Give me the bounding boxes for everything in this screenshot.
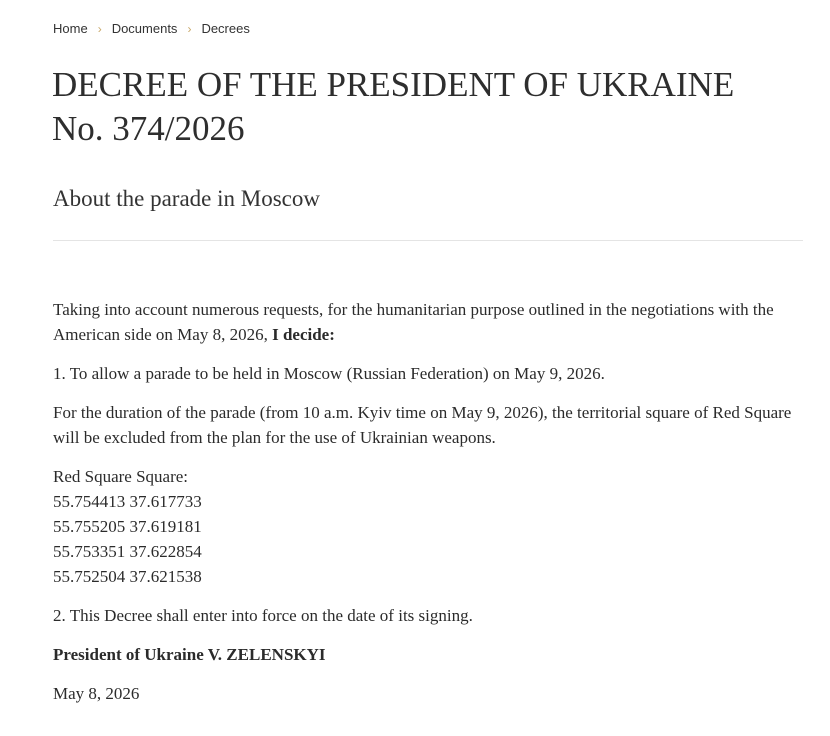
duration-paragraph: For the duration of the parade (from 10 a.m. Kyiv time on May 9, 2026), the territorial square of Red Square will be excluded from the plan for the use of Ukrainian weapons. bbox=[53, 403, 792, 447]
chevron-right-icon: › bbox=[187, 21, 192, 36]
page-subtitle: About the parade in Moscow bbox=[53, 186, 320, 211]
breadcrumb-documents[interactable]: Documents bbox=[111, 21, 178, 36]
breadcrumb-home[interactable]: Home bbox=[53, 21, 88, 36]
signature-text: President of Ukraine V. ZELENSKYI bbox=[53, 645, 326, 664]
intro-text: Taking into account numerous requests, for the humanitarian purpose outlined in the negotiations with the American side on May 8, 2026, bbox=[53, 300, 774, 344]
decree-body bbox=[53, 297, 808, 720]
breadcrumb-decrees[interactable]: Decrees bbox=[201, 21, 250, 36]
title-line-2: No. 374/2026 bbox=[52, 109, 245, 148]
point-2: 2. This Decree shall enter into force on the date of its signing. bbox=[53, 606, 473, 625]
breadcrumb bbox=[53, 21, 250, 36]
coordinate-row: 55.755205 37.619181 bbox=[53, 517, 202, 536]
chevron-right-icon: › bbox=[97, 21, 102, 36]
coordinate-row: 55.753351 37.622854 bbox=[53, 542, 202, 561]
coordinate-row: 55.754413 37.617733 bbox=[53, 492, 202, 511]
coordinate-row: 55.752504 37.621538 bbox=[53, 567, 202, 586]
point-1: 1. To allow a parade to be held in Moscow (Russian Federation) on May 9, 2026. bbox=[53, 364, 605, 383]
coordinates-block bbox=[53, 464, 808, 589]
title-line-1: DECREE OF THE PRESIDENT OF UKRAINE bbox=[52, 65, 735, 104]
coordinates-label: Red Square Square: bbox=[53, 467, 189, 486]
intro-bold: I decide: bbox=[272, 325, 335, 344]
page-title bbox=[52, 63, 822, 151]
decree-date: May 8, 2026 bbox=[53, 684, 140, 703]
divider bbox=[53, 240, 803, 241]
intro-paragraph bbox=[53, 297, 808, 347]
signature bbox=[53, 642, 808, 667]
